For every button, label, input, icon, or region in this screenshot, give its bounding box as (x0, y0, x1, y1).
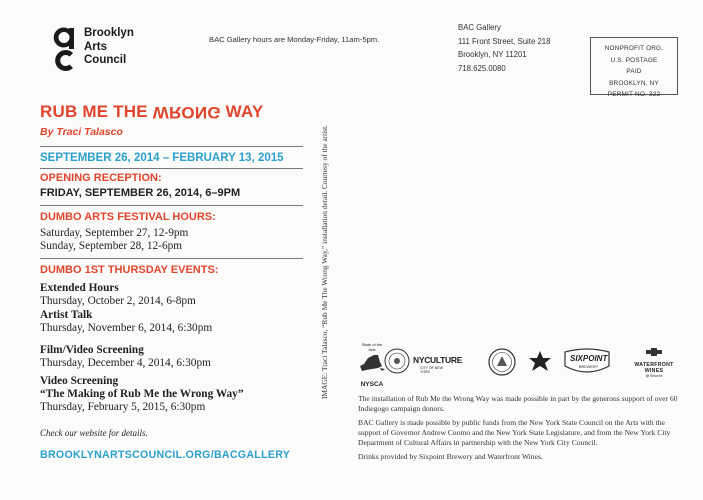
sponsor-logos (358, 342, 678, 388)
event-item (40, 375, 243, 414)
event-name: Extended Hours (40, 282, 119, 294)
events-heading: DUMBO 1ST THURSDAY EVENTS: (40, 264, 219, 276)
sixpoint-subtext: BREWERY (579, 365, 599, 369)
postage-line: NONPROFIT ORG. (604, 45, 664, 52)
address-line: BAC Gallery (458, 23, 501, 32)
address-line: Brooklyn, NY 11201 (458, 50, 527, 59)
opening-heading: OPENING RECEPTION: (40, 172, 162, 184)
event-subtitle: “The Making of Rub Me the Wrong Way” (40, 388, 244, 400)
artist-byline: By Traci Talasco (40, 126, 123, 138)
nyculture-subtext: CITY OF NEW YORK (420, 366, 443, 374)
opening-detail: FRIDAY, SEPTEMBER 26, 2014, 6–9PM (40, 187, 241, 199)
festival-line: Saturday, September 27, 12-9pm (40, 227, 189, 239)
gallery-hours: BAC Gallery hours are Monday-Friday, 11am-5pm. (209, 35, 380, 44)
divider (40, 205, 303, 206)
festival-heading: DUMBO ARTS FESTIVAL HOURS: (40, 211, 216, 223)
nysca-text: NYSCA (360, 381, 384, 388)
org-name-line: Arts (84, 40, 108, 53)
wine-icon (644, 347, 664, 357)
event-item (40, 282, 196, 308)
waterfront-text: WATERFRONT (634, 362, 674, 368)
divider (40, 258, 303, 259)
festival-hours (40, 227, 188, 253)
event-date: Thursday, October 2, 2014, 6-8pm (40, 295, 196, 307)
credit-paragraph: The installation of Rub Me the Wrong Way was made possible in part by the generous support of over 60 Indiegogo campaign donors. (358, 394, 678, 413)
nyculture-text: NYCULTURE (413, 355, 463, 365)
event-item (40, 344, 211, 370)
title-start: RUB ME THE (40, 102, 153, 121)
event-name: Artist Talk (40, 309, 93, 321)
six-pointed-star-icon (528, 350, 552, 374)
divider (40, 168, 303, 169)
event-date: Thursday, November 6, 2014, 6:30pm (40, 322, 213, 334)
check-website-note: Check our website for details. (40, 428, 148, 438)
nyculture-logo (384, 348, 463, 376)
festival-line: Sunday, September 28, 12-6pm (40, 240, 183, 252)
credit-paragraph: Drinks provided by Sixpoint Brewery and Waterfront Wines. (358, 452, 543, 461)
event-name: Film/Video Screening (40, 344, 144, 356)
org-name-line: Council (84, 54, 127, 66)
bac-logo-icon (48, 24, 78, 74)
divider (40, 146, 303, 147)
postage-line: BROOKLYN, NY (609, 79, 659, 87)
waterfront-wines-logo (630, 344, 678, 380)
address-line: 111 Front Street, Suite 218 (458, 36, 551, 46)
exhibition-title (40, 102, 263, 122)
return-address (458, 21, 550, 75)
postage-line: PAID (626, 68, 642, 75)
sixpoint-logo (563, 348, 611, 378)
nysca-top-text: State of the Arts (361, 342, 383, 352)
sixpoint-badge-icon (563, 348, 611, 378)
postage-line: PERMIT NO. 322 (607, 91, 661, 98)
address-line: 718.625.0080 (458, 63, 506, 73)
nyc-seal-icon (384, 348, 410, 374)
sixpoint-text: SIXPOINT (570, 354, 608, 363)
nysca-logo (358, 342, 386, 388)
website-url[interactable]: BROOKLYNARTSCOUNCIL.ORG/BACGALLERY (40, 449, 291, 461)
postage-line: U.S. POSTAGE (610, 56, 658, 64)
credit-paragraph: BAC Gallery is made possible by public funds from the New York State Council on the Arts with the support of Governor Andrew Cuomo and the New York State Legislature, and from the New York City Department of Cultural Affairs in partnership with the New York City Council. (358, 418, 671, 447)
waterfront-subtext: @ Smorrie (645, 374, 663, 378)
title-flipped-word: WRONG (152, 103, 221, 122)
event-date: Thursday, December 4, 2014, 6:30pm (40, 357, 211, 369)
wines-text: WINES (644, 368, 664, 374)
new-york-state-icon (358, 352, 386, 376)
image-caption-text: IMAGE: Traci Talasco, “Rub Me The Wrong Way,” installation detail. Courtesy of the artist. (320, 125, 329, 400)
exhibition-dates: SEPTEMBER 26, 2014 – FEBRUARY 13, 2015 (40, 152, 284, 164)
image-caption (316, 125, 328, 465)
event-item (40, 309, 212, 335)
event-name: Video Screening (40, 375, 119, 387)
org-name (84, 27, 134, 68)
government-seal-icon (488, 348, 516, 376)
postage-indicia (590, 37, 678, 98)
event-date: Thursday, February 5, 2015, 6:30pm (40, 401, 206, 413)
org-name-line: Brooklyn (84, 27, 134, 39)
title-end: WAY (220, 102, 264, 121)
